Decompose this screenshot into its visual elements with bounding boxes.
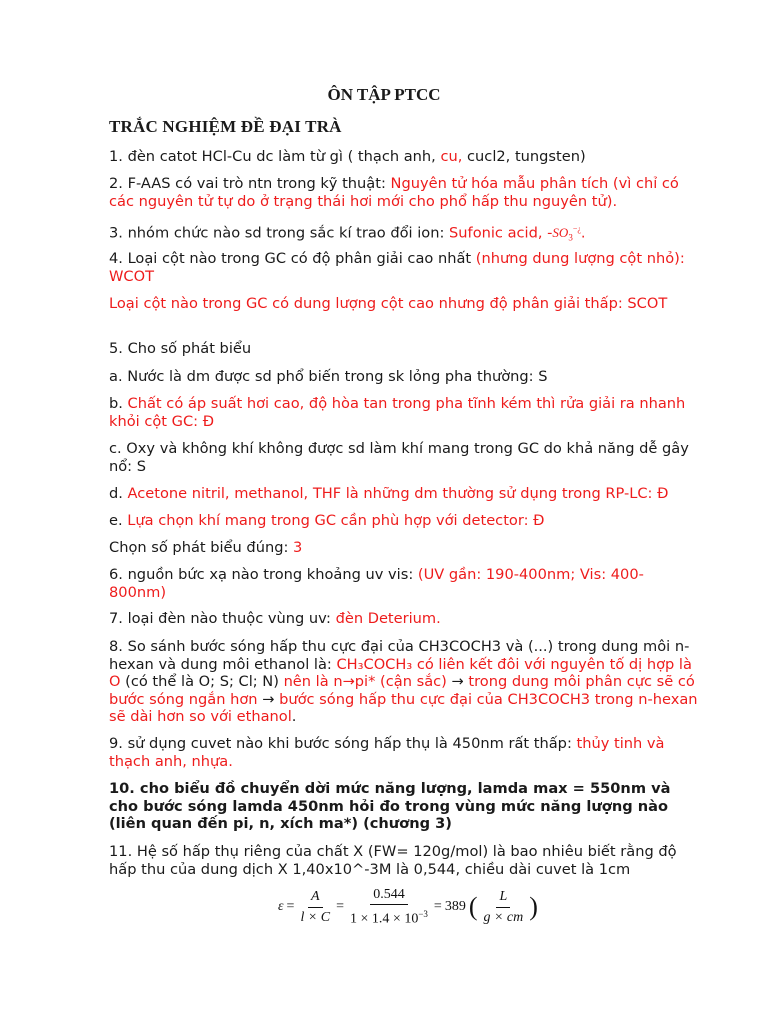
- fraction-a-over-lc: $\frac{A}{l \times C}$: [300, 889, 331, 925]
- question-7: 7. loại đèn nào thuộc vùng uv: đèn Deterium.: [109, 610, 441, 627]
- question-6: 6. nguồn bức xạ nào trong khoảng uv vis: (UV gần: 190-400nm; Vis: 400-800nm): [109, 566, 644, 601]
- statement-b: b. Chất có áp suất hơi cao, độ hòa tan trong pha tĩnh kém thì rửa giải ra nhanh khỏi cột GC: Đ: [109, 395, 686, 430]
- question-4b: Loại cột nào trong GC có dung lượng cột cao nhưng độ phân giải thấp: SCOT: [109, 295, 668, 312]
- result-value: 389: [444, 899, 466, 915]
- question-5: 5. Cho số phát biểu: [109, 340, 252, 357]
- so3-formula: $SO_3^{-¿}$: [552, 225, 581, 243]
- question-4: 4. Loại cột nào trong GC có độ phân giải cao nhất (nhưng dung lượng cột nhỏ): WCOT: [109, 250, 685, 285]
- question-1: 1. đèn catot HCl-Cu dc làm từ gì ( thạch anh, cu, cucl2, tungsten): [109, 148, 586, 165]
- question-3: 3. nhóm chức nào sd trong sắc kí trao đổi ion: Sufonic acid, $-SO_3^{-¿}$.: [109, 224, 586, 243]
- question-10: 10. cho biểu đồ chuyển dời mức năng lượng, lamda max = 550nm và cho bước sóng lamda 450nm hỏi đo trong vùng mức năng lượng nào (liên quan đến pi, n, xích ma*) (chương 3): [109, 780, 671, 832]
- document-title: ÔN TẬP PTCC: [327, 85, 441, 104]
- statement-d: d. Acetone nitril, methanol, THF là những dm thường sử dụng trong RP-LC: Đ: [109, 485, 669, 502]
- fraction-unit: $\frac{L}{g \times cm}$: [483, 889, 524, 925]
- statement-c: c. Oxy và không khí không được sd làm khí mang trong GC do khả năng dễ gây nổ: S: [109, 440, 689, 475]
- question-2: 2. F-AAS có vai trò ntn trong kỹ thuật: Nguyên tử hóa mẫu phân tích (vì chỉ có các nguyên tử tự do ở trạng thái hơi mới cho phổ hấp thu nguyên tử).: [109, 175, 679, 210]
- absorptivity-formula: ε = $\frac{A}{l \times C}$ = $\frac{0.544}{1 \times 1.4 \times 10^{-3}}$ = 389 ( $\frac{L}{g \times cm}$ ): [278, 886, 538, 927]
- fraction-values: $\frac{0.544}{1 \times 1.4 \times 10^{-3}}$: [350, 886, 428, 927]
- statement-a: a. Nước là dm được sd phổ biến trong sk lỏng pha thường: S: [109, 368, 548, 385]
- question-11: 11. Hệ số hấp thụ riêng của chất X (FW= 120g/mol) là bao nhiêu biết rằng độ hấp thu của dung dịch X 1,40x10^-3M là 0,544, chiều dài cuvet là 1cm: [109, 843, 677, 878]
- question-8: 8. So sánh bước sóng hấp thu cực đại của CH3COCH3 và (...) trong dung môi n-hexan và dung môi ethanol là: CH₃COCH₃ có liên kết đôi với nguyên tố dị hợp là O (có thể là O; S; Cl; N) nên là n→pi* (cận sắc) → trong dung môi phân cực sẽ có bước sóng ngắn hơn → bước sóng hấp thu cực đại của CH3COCH3 trong n-hexan sẽ dài hơn so với ethanol.: [109, 638, 698, 725]
- question-9: 9. sử dụng cuvet nào khi bước sóng hấp thụ là 450nm rất thấp: thủy tinh và thạch anh, nhựa.: [109, 735, 665, 770]
- section-heading: TRẮC NGHIỆM ĐỀ ĐẠI TRÀ: [109, 117, 342, 136]
- statement-e: e. Lựa chọn khí mang trong GC cần phù hợp với detector: Đ: [109, 512, 545, 529]
- statement-answer: Chọn số phát biểu đúng: 3: [109, 539, 303, 556]
